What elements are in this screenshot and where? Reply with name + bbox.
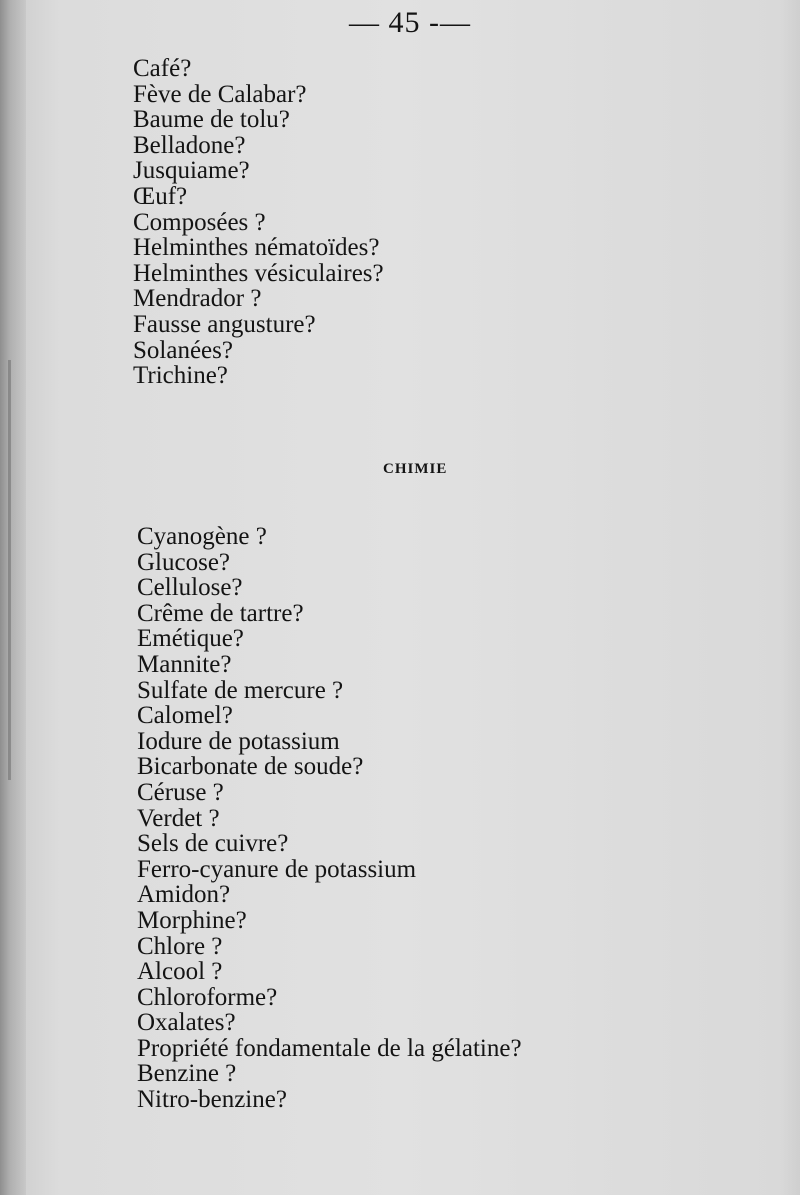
list-item: Helminthes vésiculaires? [133,259,384,287]
list-item: Bicarbonate de soude? [137,753,364,781]
list-item: Trichine? [133,362,228,390]
list-item: Glucose? [137,548,231,576]
list-item: Cyanogène ? [137,523,267,550]
list-item: Morphine? [137,906,247,934]
section-heading: CHIMIE [383,461,448,477]
list-item: Céruse ? [137,778,224,806]
page-binding-edge [0,0,26,1195]
list-item: Sels de cuivre? [137,830,289,858]
list-item: Calomel? [137,702,233,730]
list-item: Œuf? [133,182,188,210]
list-item: Solanées? [133,336,233,364]
list-item: Benzine ? [137,1060,237,1088]
page-crease [8,360,11,780]
question-list-top [133,56,384,389]
list-item: Ferro-cyanure de potassium [137,855,417,883]
list-item: Jusquiame? [133,157,250,185]
list-item: Helminthes nématoïdes? [133,234,380,262]
list-item: Belladone? [133,131,246,159]
list-item: Café? [133,55,192,82]
list-item: Mendrador ? [133,285,262,313]
list-item: Baume de tolu? [133,106,290,134]
list-item: Composées ? [133,208,266,236]
list-item: Chlore ? [137,932,223,960]
list-item: Fève de Calabar? [133,80,307,108]
list-item: Verdet ? [137,804,220,832]
list-item: Crême de tartre? [137,599,304,627]
list-item: Alcool ? [137,958,223,986]
question-list-chimie [137,524,522,1113]
list-item: Oxalates? [137,1009,236,1037]
page-number: — 45 -— [349,6,471,39]
list-item: Emétique? [137,625,244,653]
list-item: Amidon? [137,881,231,909]
list-item: Propriété fondamentale de la gélatine? [137,1034,522,1062]
list-item: Chloroforme? [137,983,278,1011]
list-item: Nitro-benzine? [137,1086,287,1114]
list-item: Cellulose? [137,574,243,602]
list-item: Sulfate de mercure ? [137,676,344,704]
list-item: Mannite? [137,650,232,678]
list-item: Fausse angusture? [133,310,316,338]
list-item: Iodure de potassium [137,727,340,755]
